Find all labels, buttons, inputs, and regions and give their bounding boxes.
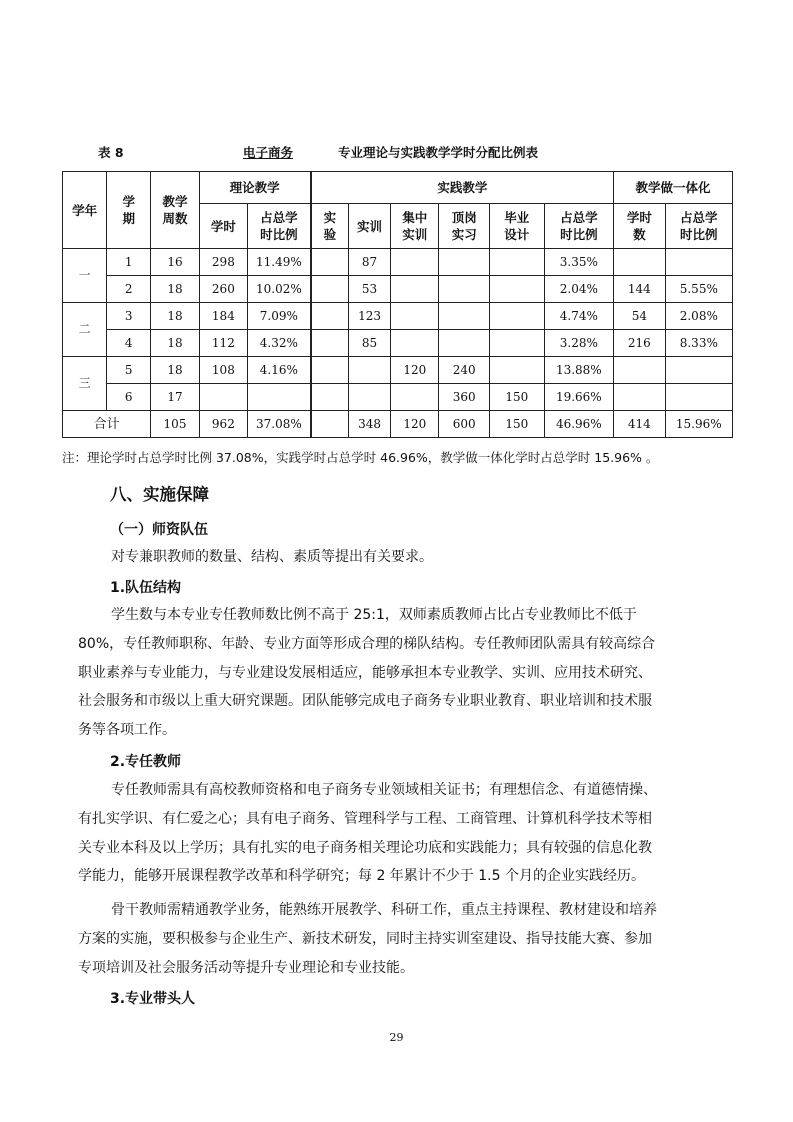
- theory-ratio-cell: 37.08%: [248, 411, 311, 438]
- paragraph-line: 职业素养与专业能力，与专业建设发展相适应，能够承担本专业教学、实训、应用技术研究、: [78, 664, 652, 681]
- year-cell: 二: [63, 303, 107, 357]
- theory-hours-cell: 962: [199, 411, 247, 438]
- training-cell: 85: [349, 330, 391, 357]
- practice-ratio-cell: 2.04%: [544, 276, 613, 303]
- subheader-focus-training: 集中 实训: [391, 204, 439, 249]
- paragraph-line: 学能力，能够开展课程教学改革和科学研究；每 2 年累计不少于 1.5 个月的企业实践经历。: [78, 868, 645, 885]
- weeks-cell: 18: [151, 303, 199, 330]
- paragraph-line: 学生数与本专业专任教师数比例不高于 25:1，双师素质教师占比占专业教师比不低于: [111, 607, 637, 623]
- integrated-ratio-cell: 8.33%: [665, 330, 732, 357]
- graduation-cell: [489, 357, 544, 384]
- paragraph-line: 关专业本科及以上学历；具有扎实的电子商务相关理论功底和实践能力；具有较强的信息化教: [78, 839, 652, 856]
- training-cell: 348: [349, 411, 391, 438]
- theory-ratio-cell: 4.16%: [248, 357, 311, 384]
- graduation-cell: 150: [489, 384, 544, 411]
- training-cell: 53: [349, 276, 391, 303]
- integrated-ratio-cell: 5.55%: [665, 276, 732, 303]
- intro-paragraph: [78, 543, 728, 572]
- integrated-ratio-cell: 2.08%: [665, 303, 732, 330]
- internship-cell: [439, 303, 489, 330]
- table-note: 注：理论学时占总学时比例 37.08%，实践学时占总学时 46.96%，教学做一体化学时占总学时 15.96% 。: [62, 450, 659, 465]
- internship-cell: [439, 330, 489, 357]
- theory-hours-cell: 298: [199, 249, 247, 276]
- focus-training-cell: [391, 303, 439, 330]
- experiment-cell: [311, 276, 349, 303]
- table-row: [63, 330, 733, 357]
- header-integrated: 教学做一体化: [614, 172, 733, 204]
- internship-cell: [439, 249, 489, 276]
- integrated-hours-cell: 54: [614, 303, 666, 330]
- theory-ratio-cell: 11.49%: [248, 249, 311, 276]
- term-cell: 4: [107, 330, 151, 357]
- focus-training-cell: 120: [391, 411, 439, 438]
- practice-ratio-cell: 46.96%: [544, 411, 613, 438]
- total-label: 合计: [63, 411, 151, 438]
- subheader-integrated-hours: 学时 数: [614, 204, 666, 249]
- integrated-ratio-cell: [665, 357, 732, 384]
- focus-training-cell: [391, 249, 439, 276]
- internship-cell: 240: [439, 357, 489, 384]
- section-title: 八、实施保障: [110, 485, 209, 504]
- theory-hours-cell: 112: [199, 330, 247, 357]
- training-cell: 87: [349, 249, 391, 276]
- practice-ratio-cell: 4.74%: [544, 303, 613, 330]
- subheader-theory-hours: 学时: [199, 204, 247, 249]
- term-cell: 6: [107, 384, 151, 411]
- integrated-hours-cell: 414: [614, 411, 666, 438]
- table-header-row: [63, 172, 733, 204]
- experiment-cell: [311, 357, 349, 384]
- integrated-hours-cell: [614, 357, 666, 384]
- paragraph-fulltime-teachers: [78, 776, 728, 891]
- focus-training-cell: [391, 384, 439, 411]
- table-row: [63, 384, 733, 411]
- subsection-title: （一）师资队伍: [110, 522, 208, 538]
- experiment-cell: [311, 249, 349, 276]
- weeks-cell: 18: [151, 276, 199, 303]
- header-term: 学 期: [107, 172, 151, 249]
- graduation-cell: 150: [489, 411, 544, 438]
- practice-ratio-cell: 3.28%: [544, 330, 613, 357]
- paragraph-line: 专项培训及社会服务活动等提升专业理论和专业技能。: [78, 959, 414, 976]
- weeks-cell: 18: [151, 330, 199, 357]
- table-number: 表 8: [98, 145, 124, 160]
- table-row: [63, 276, 733, 303]
- weeks-cell: 16: [151, 249, 199, 276]
- graduation-cell: [489, 303, 544, 330]
- theory-ratio-cell: [248, 384, 311, 411]
- term-cell: 5: [107, 357, 151, 384]
- practice-ratio-cell: 3.35%: [544, 249, 613, 276]
- experiment-cell: [311, 384, 349, 411]
- page-number: 29: [389, 1031, 404, 1044]
- theory-hours-cell: 108: [199, 357, 247, 384]
- header-practice: 实践教学: [311, 172, 614, 204]
- subheader-experiment: 实 验: [311, 204, 349, 249]
- theory-ratio-cell: 4.32%: [248, 330, 311, 357]
- focus-training-cell: 120: [391, 357, 439, 384]
- header-year: 学年: [63, 172, 107, 249]
- weeks-cell: 17: [151, 384, 199, 411]
- table-row: [63, 357, 733, 384]
- experiment-cell: [311, 303, 349, 330]
- table-total-row: [63, 411, 733, 438]
- integrated-ratio-cell: [665, 249, 732, 276]
- year-cell: 一: [63, 249, 107, 303]
- training-cell: [349, 357, 391, 384]
- weeks-cell: 105: [151, 411, 199, 438]
- internship-cell: 600: [439, 411, 489, 438]
- paragraph-line: 骨干教师需精通教学业务，能熟练开展教学、科研工作，重点主持课程、教材建设和培养: [111, 902, 657, 918]
- practice-ratio-cell: 13.88%: [544, 357, 613, 384]
- theory-hours-cell: [199, 384, 247, 411]
- table-subject: 电子商务: [243, 145, 294, 160]
- header-theory: 理论教学: [199, 172, 310, 204]
- header-weeks: 教学 周数: [151, 172, 199, 249]
- paragraph-line: 对专兼职教师的数量、结构、素质等提出有关要求。: [111, 549, 433, 565]
- table-row: [63, 303, 733, 330]
- graduation-cell: [489, 276, 544, 303]
- subheader-graduation-design: 毕业 设计: [489, 204, 544, 249]
- focus-training-cell: [391, 276, 439, 303]
- integrated-hours-cell: 144: [614, 276, 666, 303]
- paragraph-line: 方案的实施，要积极参与企业生产、新技术研发，同时主持实训室建设、指导技能大赛、参加: [78, 930, 652, 947]
- table-caption: [98, 143, 658, 161]
- paragraph-backbone-teachers: [78, 896, 728, 982]
- paragraph-line: 80%，专任教师职称、年龄、专业方面等形成合理的梯队结构。专任教师团队需具有较高综合: [78, 635, 656, 652]
- table-title: 专业理论与实践教学学时分配比例表: [338, 145, 539, 160]
- integrated-ratio-cell: 15.96%: [665, 411, 732, 438]
- heading-fulltime-teachers: 2.专任教师: [110, 754, 182, 770]
- theory-ratio-cell: 7.09%: [248, 303, 311, 330]
- term-cell: 3: [107, 303, 151, 330]
- paragraph-line: 专任教师需具有高校教师资格和电子商务专业领域相关证书；有理想信念、有道德情操、: [111, 782, 657, 798]
- practice-ratio-cell: 19.66%: [544, 384, 613, 411]
- term-cell: 1: [107, 249, 151, 276]
- weeks-cell: 18: [151, 357, 199, 384]
- theory-hours-cell: 260: [199, 276, 247, 303]
- experiment-cell: [311, 411, 349, 438]
- internship-cell: [439, 276, 489, 303]
- paragraph-team-structure: [78, 601, 728, 745]
- integrated-hours-cell: [614, 249, 666, 276]
- subheader-integrated-ratio: 占总学 时比例: [665, 204, 732, 249]
- theory-ratio-cell: 10.02%: [248, 276, 311, 303]
- paragraph-line: 务等各项工作。: [78, 722, 176, 739]
- paragraph-line: 社会服务和市级以上重大研究课题。团队能够完成电子商务专业职业教育、职业培训和技术服: [78, 693, 652, 710]
- graduation-cell: [489, 249, 544, 276]
- integrated-hours-cell: 216: [614, 330, 666, 357]
- training-cell: 123: [349, 303, 391, 330]
- subheader-theory-ratio: 占总学 时比例: [248, 204, 311, 249]
- integrated-ratio-cell: [665, 384, 732, 411]
- subheader-practice-ratio: 占总学 时比例: [544, 204, 613, 249]
- focus-training-cell: [391, 330, 439, 357]
- subheader-internship: 顶岗 实习: [439, 204, 489, 249]
- internship-cell: 360: [439, 384, 489, 411]
- heading-team-structure: 1.队伍结构: [110, 580, 182, 596]
- year-cell: 三: [63, 357, 107, 411]
- theory-hours-cell: 184: [199, 303, 247, 330]
- subheader-training: 实训: [349, 204, 391, 249]
- term-cell: 2: [107, 276, 151, 303]
- heading-program-leader: 3.专业带头人: [110, 991, 196, 1007]
- hours-distribution-table: [62, 171, 733, 438]
- training-cell: [349, 384, 391, 411]
- paragraph-line: 有扎实学识、有仁爱之心；具有电子商务、管理科学与工程、工商管理、计算机科学技术等相: [78, 810, 652, 827]
- graduation-cell: [489, 330, 544, 357]
- integrated-hours-cell: [614, 384, 666, 411]
- experiment-cell: [311, 330, 349, 357]
- table-row: [63, 249, 733, 276]
